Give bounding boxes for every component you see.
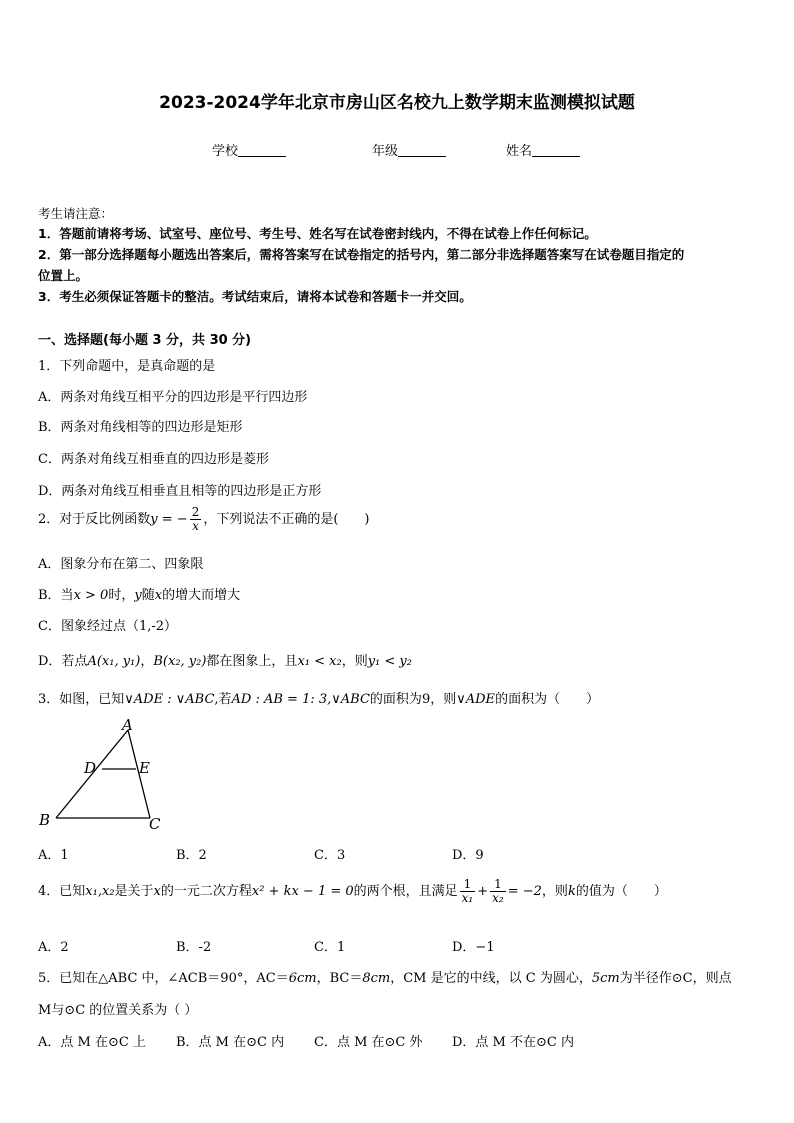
question-5-stem-line2: M与⊙C 的位置关系为（ ） xyxy=(38,1003,198,1018)
name-label: 姓名 xyxy=(506,144,533,159)
name-blank xyxy=(532,144,580,157)
question-5-option-a: A．点 M 在⊙C 上 xyxy=(38,1035,146,1050)
question-1-option-a: A．两条对角线互相平分的四边形是平行四边形 xyxy=(38,390,308,405)
section-heading: 一、选择题(每小题 3 分，共 30 分) xyxy=(38,333,252,348)
question-5-option-c: C．点 M 在⊙C 外 xyxy=(314,1035,423,1050)
question-3-option-c: C．3 xyxy=(314,848,346,863)
question-5-option-d: D．点 M 不在⊙C 内 xyxy=(452,1035,574,1050)
label-d: D xyxy=(84,759,97,777)
notice-heading: 考生请注意： xyxy=(38,206,114,221)
question-1-option-b: B．两条对角线相等的四边形是矩形 xyxy=(38,420,243,435)
question-5-stem-line1: 5．已知在△ABC 中，∠ACB＝90°，AC＝6cm，BC＝8cm，CM 是它的中线，以 C 为圆心，5cm为半径作⊙C，则点 xyxy=(38,971,732,986)
question-3-option-d: D．9 xyxy=(452,848,484,863)
question-2-option-a: A．图象分布在第二、四象限 xyxy=(38,557,204,572)
notice-item: 1．答题前请将考场、试室号、座位号、考生号、姓名写在试卷密封线内，不得在试卷上作任何标记。 xyxy=(38,226,597,241)
fraction: $\frac{2}{x}$ xyxy=(191,505,200,534)
grade-label: 年级 xyxy=(372,144,399,159)
question-1-stem: 1．下列命题中，是真命题的是 xyxy=(38,359,216,374)
label-e: E xyxy=(139,759,150,777)
label-a: A xyxy=(122,716,133,734)
question-2-option-d: D．若点A(x₁, y₁)，B(x₂, y₂)都在图象上，且x₁ < x₂，则y₁ < y₂ xyxy=(38,654,412,669)
question-2-stem: 2．对于反比例函数y = − $\frac{2}{x}$ ，下列说法不正确的是( ) xyxy=(38,505,370,534)
question-2-option-c: C．图象经过点（1,-2） xyxy=(38,619,178,634)
question-4-option-d: D．−1 xyxy=(452,940,495,955)
grade-field xyxy=(372,140,446,159)
name-field xyxy=(506,140,580,159)
fraction: $\frac{1}{\text{x₁}}$ xyxy=(461,877,474,906)
notice-item: 2．第一部分选择题每小题选出答案后，需将答案写在试卷指定的括号内，第二部分非选择题答案写在试卷题目指定的 xyxy=(38,247,685,262)
function-expression: y = − xyxy=(150,512,188,528)
question-4-stem: 4．已知x₁,x₂是关于x的一元二次方程x² + kx − 1 = 0的两个根，且满足 $\frac{1}{\text{x₁}}$ + $\frac{1}{\text{x₂}}$ = −2，则k的值为（ ） xyxy=(38,877,667,906)
fraction: $\frac{1}{\text{x₂}}$ xyxy=(492,877,504,906)
question-4-option-c: C．1 xyxy=(314,940,346,955)
question-3-option-a: A．1 xyxy=(38,848,69,863)
school-field xyxy=(212,140,286,159)
grade-blank xyxy=(398,144,446,157)
question-4-option-a: A．2 xyxy=(38,940,69,955)
label-b: B xyxy=(39,811,51,829)
question-5-option-b: B．点 M 在⊙C 内 xyxy=(176,1035,285,1050)
notice-item: 3．考生必须保证答题卡的整洁。考试结束后，请将本试卷和答题卡一并交回。 xyxy=(38,289,472,304)
triangle-figure xyxy=(38,716,168,836)
notice-item: 位置上。 xyxy=(38,268,89,283)
question-1-option-d: D．两条对角线互相垂直且相等的四边形是正方形 xyxy=(38,484,322,499)
question-1-option-c: C．两条对角线互相垂直的四边形是菱形 xyxy=(38,452,269,467)
page-title: 2023-2024学年北京市房山区名校九上数学期末监测模拟试题 xyxy=(159,93,635,113)
question-3-option-b: B．2 xyxy=(176,848,207,863)
label-c: C xyxy=(149,815,161,833)
question-4-option-b: B．-2 xyxy=(176,940,212,955)
question-3-stem: 3．如图，已知∨ADE : ∨ABC,若AD : AB = 1: 3,∨ABC的面积为9，则∨ADE的面积为（ ） xyxy=(38,692,600,707)
school-blank xyxy=(238,144,286,157)
question-2-option-b: B．当x > 0时，y随x的增大而增大 xyxy=(38,588,241,603)
school-label: 学校 xyxy=(212,144,239,159)
